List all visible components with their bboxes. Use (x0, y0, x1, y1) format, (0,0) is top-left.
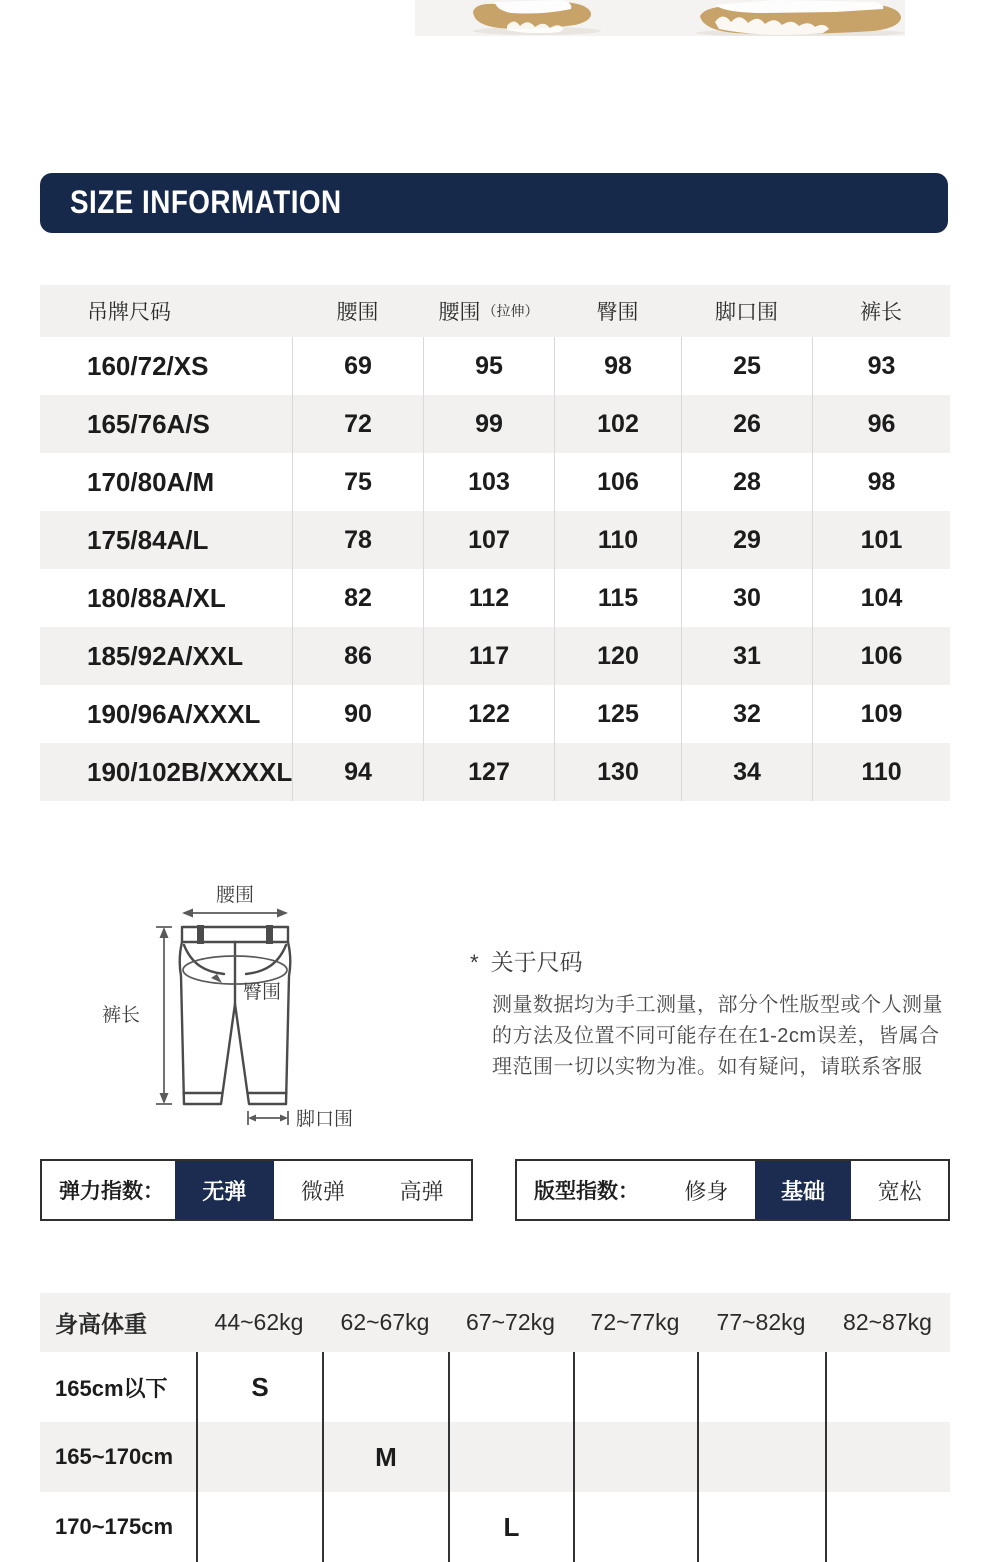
recommended-size-cell (697, 1422, 825, 1492)
col-header-hip: 臀围 (596, 301, 639, 324)
col-header-hem: 脚口围 (715, 301, 778, 324)
recommended-size-cell (825, 1352, 950, 1422)
size-row (40, 453, 950, 511)
size-note-title: * 关于尺码 (470, 949, 583, 975)
recommended-size-cell (322, 1352, 448, 1422)
pants-outline-drawing (100, 873, 370, 1143)
recommended-size-cell (825, 1492, 950, 1562)
size-cell: 127 (423, 743, 554, 801)
col-header-waist: 腰围 (336, 301, 379, 324)
size-label: 170/80A/M (87, 466, 215, 497)
height-row (40, 1422, 950, 1492)
col-header-height-weight: 身高体重 (55, 1311, 147, 1337)
col-header-weight-range: 77~82kg (716, 1309, 806, 1335)
size-cell: 34 (681, 743, 812, 801)
height-label: 170~175cm (55, 1514, 174, 1539)
height-weight-table (40, 1293, 950, 1562)
size-table-header-row (40, 285, 950, 337)
shoe-image (415, 0, 905, 36)
size-row (40, 685, 950, 743)
size-label: 190/96A/XXXL (87, 698, 261, 729)
recommended-size-cell (448, 1352, 573, 1422)
height-row (40, 1492, 950, 1562)
section-banner (40, 173, 948, 233)
size-cell: 69 (292, 337, 423, 395)
note-line: 理范围一切以实物为准。如有疑问，请联系客服 (492, 1056, 923, 1078)
size-row (40, 743, 950, 801)
size-note-body (492, 990, 948, 1083)
size-cell: 102 (554, 395, 681, 453)
length-label: 裤长 (102, 1005, 141, 1026)
height-label: 165cm以下 (55, 1375, 168, 1401)
col-header-length: 裤长 (860, 301, 902, 324)
size-cell: 117 (423, 627, 554, 685)
size-cell: 32 (681, 685, 812, 743)
belt-loop (197, 925, 204, 944)
elasticity-label: 弹力指数： (59, 1180, 164, 1203)
size-label: 175/84A/L (87, 524, 209, 555)
size-cell: 82 (292, 569, 423, 627)
recommended-size-cell (573, 1492, 697, 1562)
fit-option-loose: 宽松 (877, 1178, 922, 1204)
col-header-weight-range: 62~67kg (340, 1309, 430, 1335)
size-cell: 29 (681, 511, 812, 569)
size-cell: 103 (423, 453, 554, 511)
size-row (40, 395, 950, 453)
fit-option-basic: 基础 (755, 1161, 852, 1219)
hip-label: 臀围 (243, 982, 282, 1003)
stretch-note: （拉伸） (482, 303, 539, 319)
recommended-size-cell (697, 1492, 825, 1562)
size-cell: 99 (423, 395, 554, 453)
col-header-weight-range: 82~87kg (843, 1309, 932, 1335)
size-cell: 96 (812, 395, 950, 453)
size-label: 180/88A/XL (87, 582, 226, 613)
recommended-size-cell: M (322, 1422, 448, 1492)
elasticity-option-slight: 微弹 (301, 1178, 346, 1204)
recommended-size-cell (825, 1422, 950, 1492)
size-cell: 130 (554, 743, 681, 801)
size-row (40, 511, 950, 569)
size-cell: 72 (292, 395, 423, 453)
col-header-weight-range: 72~77kg (590, 1309, 680, 1335)
recommended-size-cell (196, 1492, 322, 1562)
col-header-tag-size: 吊牌尺码 (87, 301, 171, 324)
size-cell: 94 (292, 743, 423, 801)
belt-loop (266, 925, 273, 944)
size-cell: 110 (812, 743, 950, 801)
section-title: SIZE INFORMATION (70, 184, 342, 221)
size-cell: 110 (554, 511, 681, 569)
recommended-size-cell (448, 1422, 573, 1492)
size-cell: 112 (423, 569, 554, 627)
fit-indicator (515, 1159, 950, 1221)
size-cell: 25 (681, 337, 812, 395)
size-cell: 95 (423, 337, 554, 395)
product-photo (415, 0, 905, 36)
fit-option-slim: 修身 (684, 1178, 729, 1204)
size-cell: 109 (812, 685, 950, 743)
recommended-size-cell (573, 1352, 697, 1422)
size-cell: 86 (292, 627, 423, 685)
elasticity-indicator (40, 1159, 473, 1221)
size-cell: 120 (554, 627, 681, 685)
size-row (40, 337, 950, 395)
size-cell: 28 (681, 453, 812, 511)
measurement-diagram (100, 873, 370, 1143)
col-header-weight-range: 67~72kg (466, 1309, 555, 1335)
elasticity-option-high: 高弹 (399, 1178, 444, 1204)
col-header-weight-range: 44~62kg (214, 1309, 304, 1335)
size-cell: 115 (554, 569, 681, 627)
size-cell: 98 (812, 453, 950, 511)
size-label: 190/102B/XXXXL (87, 756, 293, 787)
size-cell: 104 (812, 569, 950, 627)
note-line: 的方法及位置不同可能存在在1-2cm误差，皆属合 (492, 1025, 940, 1047)
hem-label: 脚口围 (296, 1109, 354, 1130)
size-cell: 26 (681, 395, 812, 453)
col-header-waist-stretch: 腰围 （拉伸） (438, 301, 539, 324)
height-row (40, 1352, 950, 1422)
size-cell: 101 (812, 511, 950, 569)
size-row (40, 627, 950, 685)
recommended-size-cell (196, 1422, 322, 1492)
size-row (40, 569, 950, 627)
size-cell: 125 (554, 685, 681, 743)
size-cell: 93 (812, 337, 950, 395)
size-cell: 106 (812, 627, 950, 685)
size-cell: 98 (554, 337, 681, 395)
size-cell: 30 (681, 569, 812, 627)
elasticity-option-none: 无弹 (175, 1161, 274, 1219)
size-label: 165/76A/S (87, 408, 210, 439)
recommended-size-cell: L (448, 1492, 573, 1562)
note-line: 测量数据均为手工测量，部分个性版型或个人测量 (492, 994, 943, 1016)
recommended-size-cell (322, 1492, 448, 1562)
size-table (40, 285, 950, 801)
size-cell: 107 (423, 511, 554, 569)
size-label: 160/72/XS (87, 350, 209, 381)
height-weight-header-row (40, 1293, 950, 1352)
size-note (470, 944, 948, 1083)
size-cell: 31 (681, 627, 812, 685)
recommended-size-cell: S (196, 1352, 322, 1422)
size-cell: 106 (554, 453, 681, 511)
size-cell: 75 (292, 453, 423, 511)
recommended-size-cell (573, 1422, 697, 1492)
recommended-size-cell (697, 1352, 825, 1422)
asterisk-mark: * (470, 950, 479, 975)
size-cell: 90 (292, 685, 423, 743)
fit-label: 版型指数： (534, 1180, 639, 1203)
size-cell: 78 (292, 511, 423, 569)
height-label: 165~170cm (55, 1444, 174, 1469)
size-cell: 122 (423, 685, 554, 743)
size-label: 185/92A/XXL (87, 640, 244, 671)
waist-label: 腰围 (215, 885, 255, 906)
